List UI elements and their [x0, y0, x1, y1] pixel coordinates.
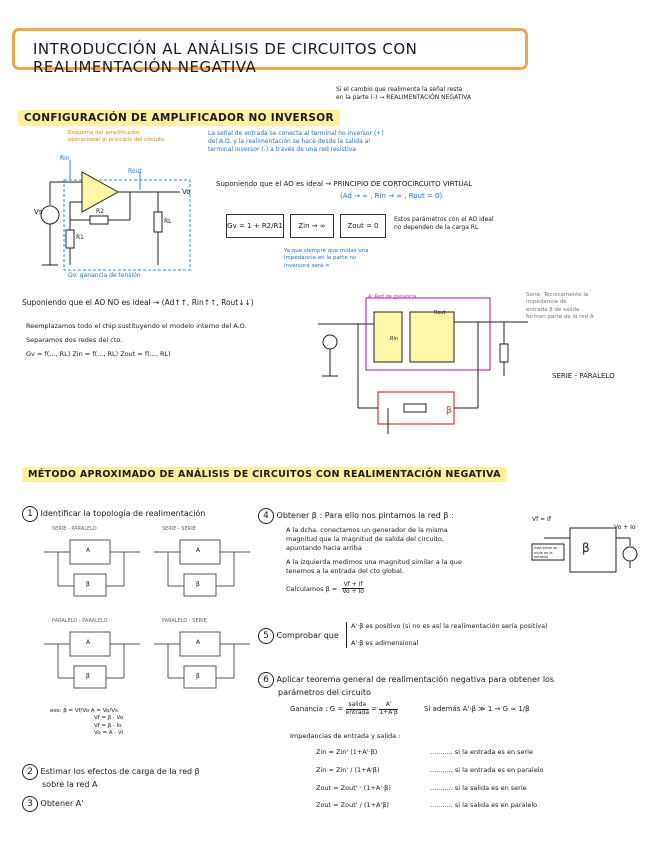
section2-heading: MÉTODO APROXIMADO DE ANÁLISIS DE CIRCUITOS CON REALIMENTACIÓN NEGATIVA [22, 462, 507, 481]
impedance-list: Zin = Zin' (1+A'·β) ........... si la entrada es en serie Zin = Zin' / (1+A'β) ........... si la entrada es en paralelo Zout = Zout' · (1+A'·β) ........... si la salida es en serie Zout = Zout' / (1+A'β) ........... si la salida es en paralelo [316, 748, 544, 810]
orange-note: Esquema del amplificador operacional al principio del circuito [68, 130, 165, 144]
topology-diagram [154, 628, 250, 698]
step-4: 4 Obtener β : Para ello nos pintamos la red β : [258, 508, 454, 524]
topo-b-label: β [86, 581, 90, 588]
topology-diagram [44, 536, 140, 606]
beta-diag-note: Esta señal se mide en la entrada [534, 546, 558, 560]
step-2: 2 Estimar los efectos de carga de la red β sobre la red A [22, 764, 200, 789]
noninverting-amp-schematic [30, 150, 200, 280]
topology-diagram [154, 536, 250, 606]
rin-label: Rin [60, 155, 70, 162]
step5-items: A'·β es positivo (si no es así la realimentación sería positiva) A'·β es adimensional [346, 622, 548, 648]
rl-label: RL [164, 218, 172, 225]
vs-label: Vs [34, 208, 43, 216]
beta-diag-box: β [582, 541, 590, 555]
blue-note: La señal de entrada se conecta al terminal no inversor (+) del A.O. y la realimentación se hace desde la salida al terminal inversor (-) a través de una red resistiva [208, 130, 384, 154]
topo-a-label: A [86, 547, 91, 554]
serie-note: Serie: Técnicamente la impedancia de entrada β de salida forman parte de la red A [526, 292, 594, 321]
top-note [336, 86, 471, 102]
top-note-line: Si el cambio que realimenta la señal resta [336, 86, 463, 93]
topology-label: SERIE - SERIE [162, 526, 196, 532]
rout-diag-label: Rout [434, 310, 446, 316]
mini-equations: eso: β = Vf/Vo A = Vo/Vs Vf = β · Vo Vf = β · Io Vo = A · Vi [50, 708, 124, 737]
step-6: 6 Aplicar teorema general de realimentación negativa para obtener los parámetros del circuito [258, 672, 554, 697]
topology-diagram [44, 628, 140, 698]
r1-label: R1 [76, 234, 84, 241]
top-note-line: en la parte (-) → REALIMENTACIÓN NEGATIVA [336, 94, 471, 102]
formula-box-zout: Zout = 0 [340, 214, 386, 238]
step-5: 5 Comprobar que [258, 628, 339, 644]
beta-diag-left: Vf = If [532, 516, 551, 523]
topo-b-label: β [196, 581, 200, 588]
topology-label: PARALELO - PARALELO [52, 618, 108, 624]
topo-a-label: A [196, 639, 201, 646]
ideal-sub: (Ad → ∞ , Rin → ∞ , Rout = 0) [340, 192, 443, 200]
topology-label: SERIE - PARALELO [52, 526, 97, 532]
step-1: 1 Identificar la topología de realimentación [22, 506, 205, 522]
serie-paralelo-label: SERIE - PARALELO [552, 372, 615, 380]
vo-label: Vo [182, 188, 191, 196]
topo-a-label: A [86, 639, 91, 646]
beta-diag-right: Vo + Io [614, 524, 636, 531]
impedance-title: Impedancias de entrada y salida : [290, 732, 401, 740]
title-box [12, 28, 528, 76]
topo-b-label: β [196, 673, 200, 680]
brace-note: Estos parámetros con el AO ideal no dependen de la carga RL [394, 216, 494, 232]
feedback-model-schematic [318, 292, 528, 437]
gain-line: Ganancia : G = salida entrada = $\frac{A'}{1+A'\beta}$ Si además A'·β ≫ 1 → G ≈ 1/β [290, 701, 530, 716]
beta-box-label: β [446, 406, 452, 416]
step-3: 3 Obtener A' [22, 796, 83, 812]
ideal-line: Suponiendo que el AO es ideal → PRINCIPIO DE CORTOCIRCUITO VIRTUAL [216, 180, 473, 188]
bullet-list: Reemplazamos todo el chip sustituyendo el modelo interno del A.O. Separamos dos redes del cto. Gv = f(..., RL) Zin = f(..., RL) Zout = f(..., RL) [26, 322, 247, 358]
gain-label: Gv: ganancia de tensión [68, 272, 141, 279]
rin-diag-label: Rin [390, 336, 399, 342]
topo-a-label: A [196, 547, 201, 554]
formula-box-zin: Zin → ∞ [290, 214, 334, 238]
blue-note-2: Ya que siempre que midas una impedancia en la parte no inversora será ∞ [284, 248, 369, 269]
topology-label: PARALELO - SERIE [162, 618, 207, 624]
formula-box-gain: Gv = 1 + R2/R1 [226, 214, 284, 238]
beta-a-label: A: Red de ganancia [368, 294, 417, 300]
topo-b-label: β [86, 673, 90, 680]
rout-label: Rout [128, 168, 142, 175]
step4-bullets: A la dcha. conectamos un generador de la misma magnitud que la magnitud de salida del circuito, apuntando hacia arriba A la izquierda medimos una magnitud similar a la que tenemos a la entrada del cto global. Calculamos β = $\frac{Vf + If}{Vo + Io}$ [286, 526, 462, 596]
section1-heading: CONFIGURACIÓN DE AMPLIFICADOR NO INVERSOR [18, 106, 340, 125]
page-title: INTRODUCCIÓN AL ANÁLISIS DE CIRCUITOS CON REALIMENTACIÓN NEGATIVA [33, 40, 418, 76]
r2-label: R2 [96, 208, 104, 215]
not-ideal-line: Suponiendo que el AO NO es ideal → (Ad↑↑, Rin↑↑, Rout↓↓) [22, 298, 254, 307]
